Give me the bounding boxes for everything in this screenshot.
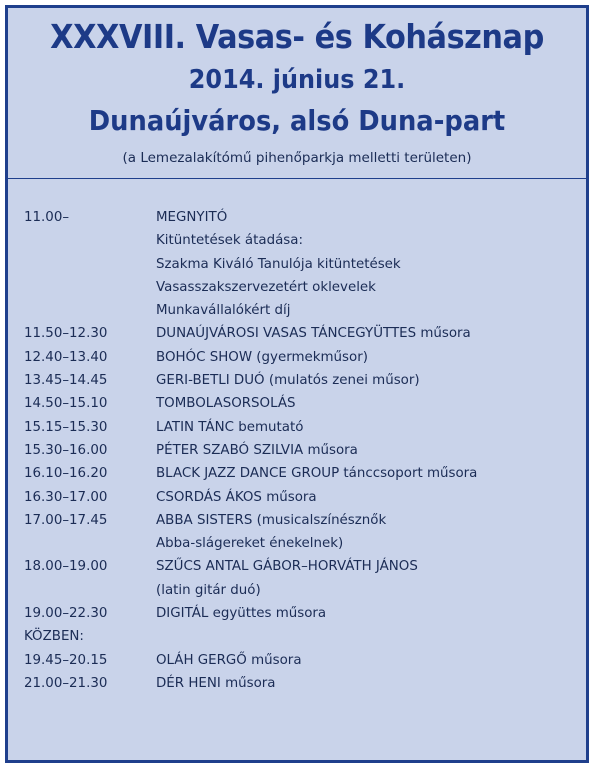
schedule-item: TOMBOLASORSOLÁS bbox=[156, 396, 296, 412]
schedule-item: MEGNYITÓ bbox=[156, 210, 228, 225]
schedule-time: 18.00–19.00 bbox=[24, 559, 108, 575]
schedule-time: 19.00–22.30 bbox=[24, 606, 108, 622]
schedule-row bbox=[24, 276, 576, 299]
schedule-time: 14.50–15.10 bbox=[24, 396, 108, 412]
schedule-time: 16.10–16.20 bbox=[24, 466, 108, 482]
schedule-time bbox=[24, 579, 156, 602]
schedule-time: 11.50–12.30 bbox=[24, 326, 108, 342]
schedule-item: DIGITÁL együttes műsora bbox=[156, 606, 327, 622]
schedule-row bbox=[24, 602, 576, 625]
schedule-row bbox=[24, 672, 576, 695]
schedule-list bbox=[24, 206, 576, 695]
schedule-row bbox=[24, 509, 576, 532]
schedule-time: 15.15–15.30 bbox=[24, 419, 108, 435]
schedule-row bbox=[24, 649, 576, 672]
event-date: 2014. június 21. bbox=[188, 65, 406, 95]
schedule-item: Munkavállalókért díj bbox=[156, 303, 291, 319]
schedule-row bbox=[24, 369, 576, 392]
schedule-time: 19.45–20.15 bbox=[24, 652, 108, 668]
schedule-time: 12.40–13.40 bbox=[24, 349, 108, 365]
schedule-item: CSORDÁS ÁKOS műsora bbox=[156, 489, 317, 505]
schedule-item: Kitüntetések átadása: bbox=[156, 233, 303, 249]
schedule-time bbox=[24, 229, 156, 252]
schedule-time: 17.00–17.45 bbox=[24, 512, 108, 528]
schedule-row bbox=[24, 206, 576, 229]
schedule-row bbox=[24, 532, 576, 555]
location-note: (a Lemezalakítómű pihenőparkja melletti területen) bbox=[122, 150, 472, 166]
schedule-item bbox=[156, 625, 576, 648]
schedule-item: BOHÓC SHOW (gyermekműsor) bbox=[156, 349, 368, 365]
schedule-item: DÉR HENI műsora bbox=[156, 675, 276, 691]
schedule-time bbox=[24, 276, 156, 299]
program-poster bbox=[5, 5, 589, 763]
schedule-row bbox=[24, 392, 576, 415]
schedule-time: 15.30–16.00 bbox=[24, 442, 108, 458]
schedule-row bbox=[24, 439, 576, 462]
schedule-time bbox=[24, 299, 156, 322]
schedule-time bbox=[24, 532, 156, 555]
event-title: XXXVIII. Vasas- és Kohásznap bbox=[50, 17, 544, 56]
schedule-item: Szakma Kiváló Tanulója kitüntetések bbox=[156, 256, 401, 272]
schedule-row bbox=[24, 462, 576, 485]
schedule-row bbox=[24, 229, 576, 252]
schedule-item: Vasasszakszervezetért oklevelek bbox=[156, 279, 376, 295]
schedule-time bbox=[24, 253, 156, 276]
schedule-item: GERI-BETLI DUÓ (mulatós zenei műsor) bbox=[156, 373, 420, 389]
schedule-row bbox=[24, 579, 576, 602]
poster-header bbox=[8, 16, 586, 179]
schedule-item: BLACK JAZZ DANCE GROUP tánccsoport műsora bbox=[156, 466, 478, 482]
schedule-item: PÉTER SZABÓ SZILVIA műsora bbox=[156, 442, 358, 458]
schedule-item: OLÁH GERGŐ műsora bbox=[156, 652, 302, 668]
schedule-row bbox=[24, 322, 576, 345]
schedule-item: Abba-slágereket énekelnek) bbox=[156, 536, 344, 552]
schedule-row bbox=[24, 625, 576, 648]
header-divider bbox=[8, 178, 586, 179]
schedule-item: (latin gitár duó) bbox=[156, 582, 261, 598]
schedule-item: DUNAÚJVÁROSI VASAS TÁNCEGYÜTTES műsora bbox=[156, 326, 471, 342]
schedule-row bbox=[24, 555, 576, 578]
schedule-row bbox=[24, 253, 576, 276]
schedule-time: KÖZBEN: bbox=[24, 629, 84, 645]
schedule-row bbox=[24, 486, 576, 509]
schedule-time: 16.30–17.00 bbox=[24, 489, 108, 505]
schedule-time: 11.00– bbox=[24, 210, 70, 225]
schedule-row bbox=[24, 416, 576, 439]
schedule-item: SZŰCS ANTAL GÁBOR–HORVÁTH JÁNOS bbox=[156, 559, 418, 575]
schedule-row bbox=[24, 299, 576, 322]
schedule-time: 21.00–21.30 bbox=[24, 675, 108, 691]
schedule-item: ABBA SISTERS (musicalszínésznők bbox=[156, 512, 387, 528]
schedule-item: LATIN TÁNC bemutató bbox=[156, 419, 304, 435]
schedule-time: 13.45–14.45 bbox=[24, 373, 108, 389]
event-location: Dunaújváros, alsó Duna-part bbox=[88, 104, 506, 137]
schedule-row bbox=[24, 346, 576, 369]
